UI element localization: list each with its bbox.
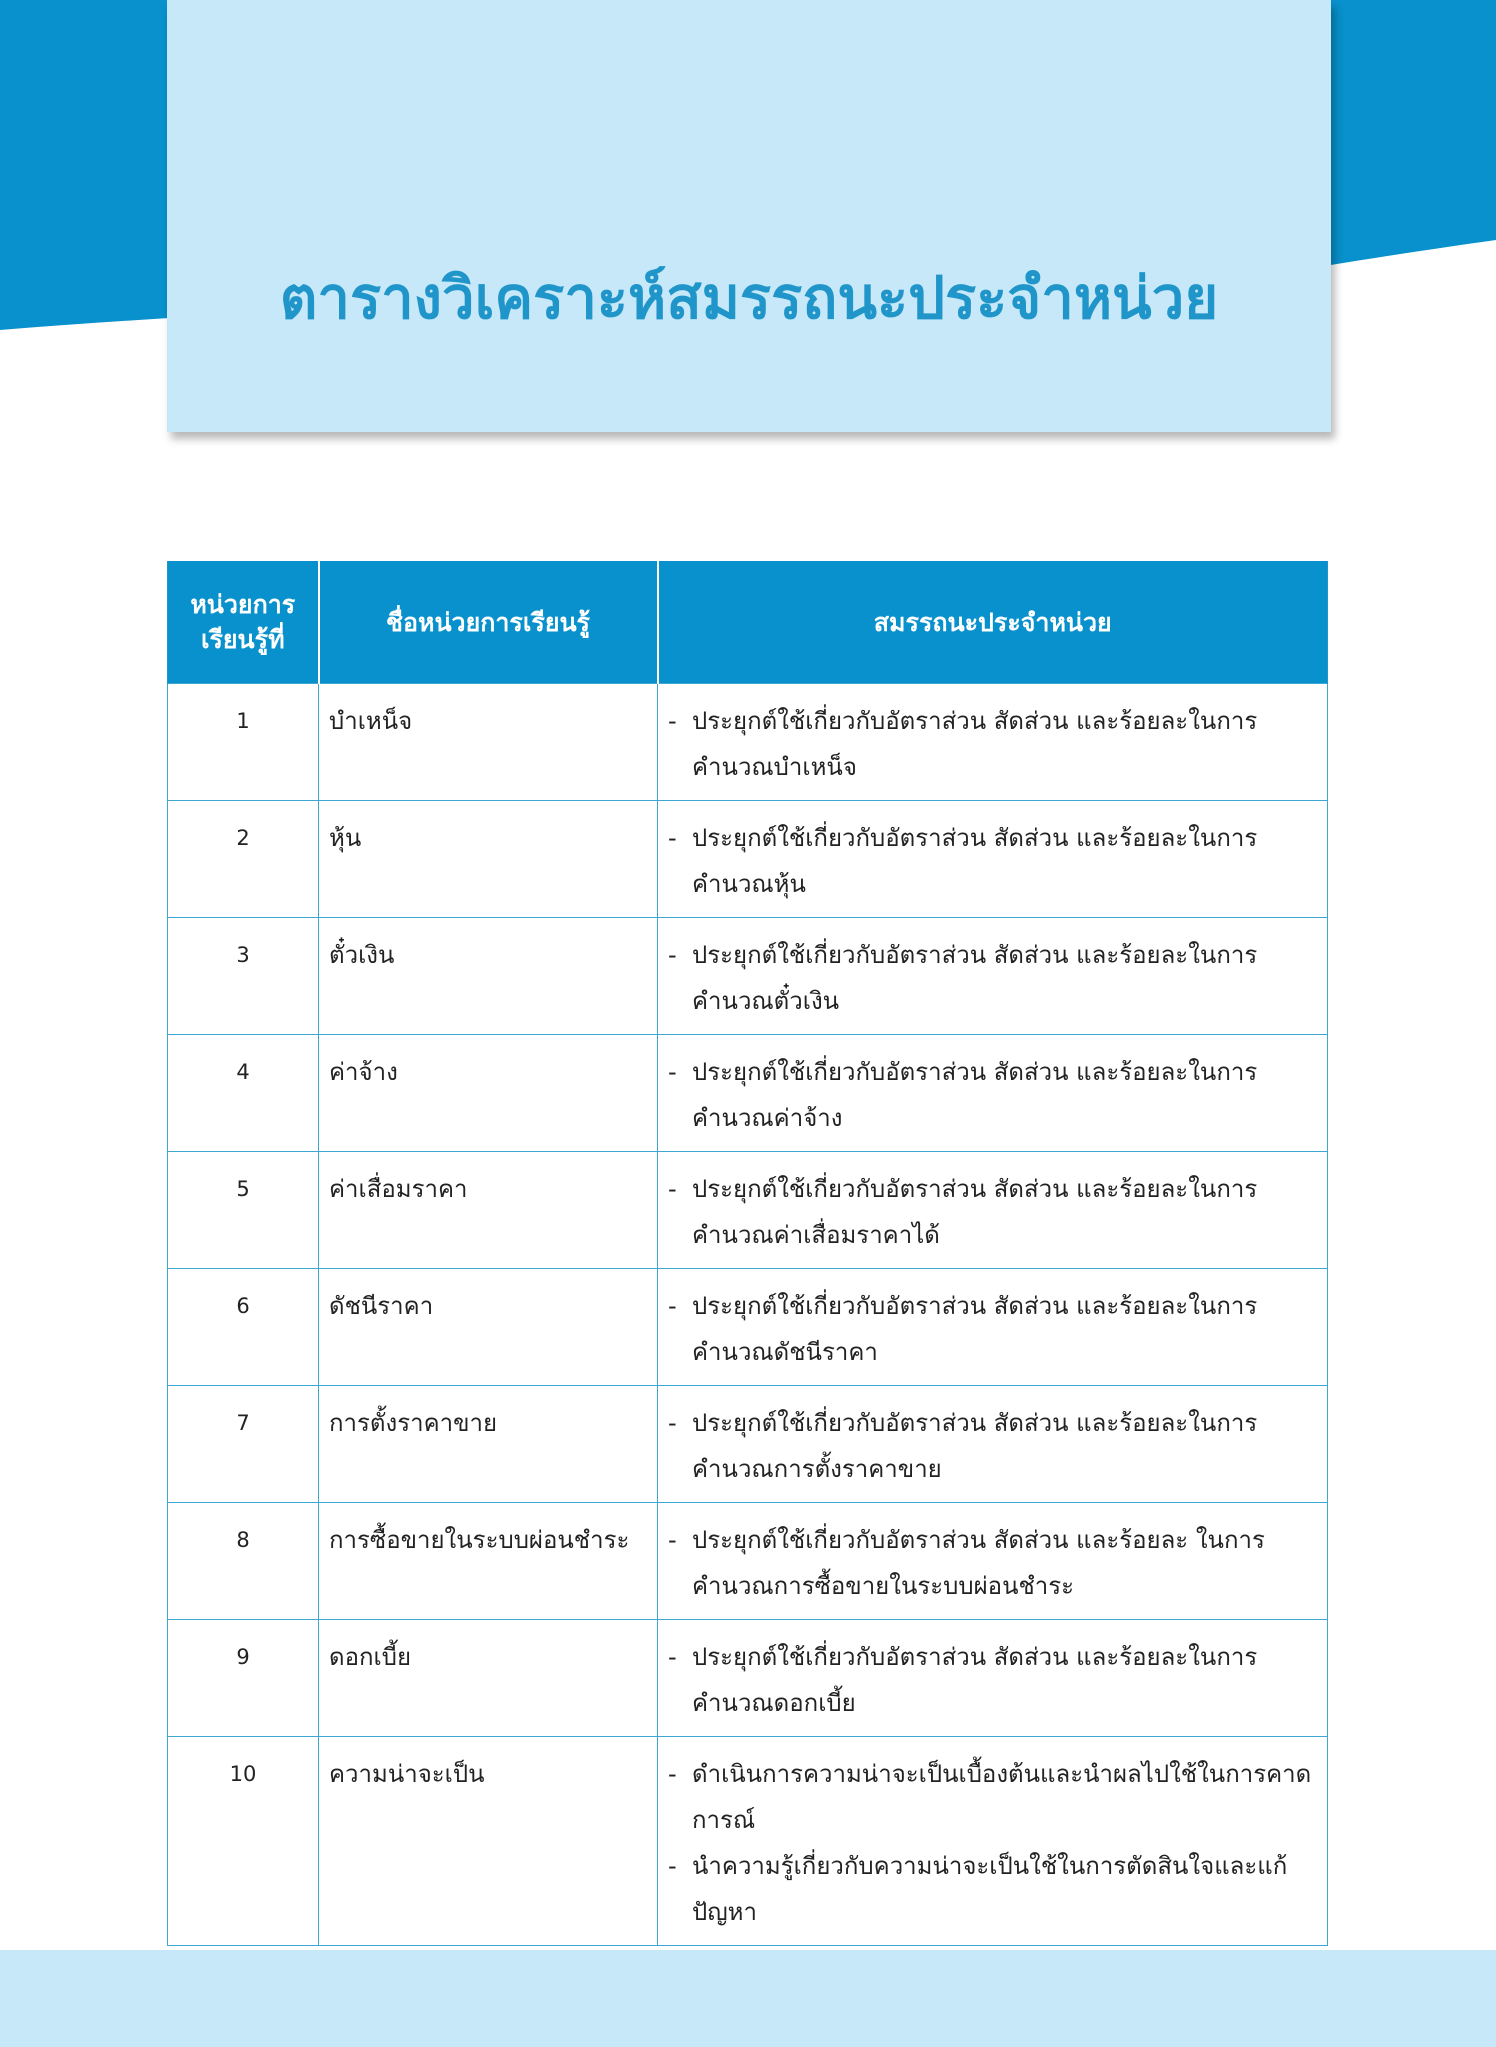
unit-number: 2	[168, 801, 319, 918]
table-row	[168, 1503, 1328, 1620]
table-row	[168, 1152, 1328, 1269]
unit-name: ความน่าจะเป็น	[319, 1737, 658, 1946]
competency-item: - ประยุกต์ใช้เกี่ยวกับอัตราส่วน สัดส่วน และร้อยละในการคำนวณดัชนีราคา	[668, 1283, 1317, 1375]
table-row	[168, 1386, 1328, 1503]
unit-number: 7	[168, 1386, 319, 1503]
unit-competency	[658, 684, 1328, 801]
unit-number: 3	[168, 918, 319, 1035]
unit-name: หุ้น	[319, 801, 658, 918]
unit-number: 9	[168, 1620, 319, 1737]
table-row	[168, 1035, 1328, 1152]
competency-item: - นำความรู้เกี่ยวกับความน่าจะเป็นใช้ในการตัดสินใจและแก้ปัญหา	[668, 1843, 1317, 1935]
competency-item: - ดำเนินการความน่าจะเป็นเบื้องต้นและนำผลไปใช้ในการคาดการณ์	[668, 1751, 1317, 1843]
unit-competency	[658, 801, 1328, 918]
table-row	[168, 684, 1328, 801]
header-unit-name: ชื่อหน่วยการเรียนรู้	[319, 561, 658, 684]
unit-competency	[658, 1035, 1328, 1152]
unit-competency	[658, 1152, 1328, 1269]
competency-item: - ประยุกต์ใช้เกี่ยวกับอัตราส่วน สัดส่วน และร้อยละในการคำนวณตั๋วเงิน	[668, 932, 1317, 1024]
table-row	[168, 801, 1328, 918]
table-row	[168, 1737, 1328, 1946]
unit-number: 8	[168, 1503, 319, 1620]
unit-name: ดัชนีราคา	[319, 1269, 658, 1386]
unit-name: ดอกเบี้ย	[319, 1620, 658, 1737]
competency-analysis-table	[167, 561, 1328, 1946]
header-unit-no: หน่วยการเรียนรู้ที่	[168, 561, 319, 684]
header-competency: สมรรถนะประจำหน่วย	[658, 561, 1328, 684]
unit-number: 5	[168, 1152, 319, 1269]
unit-competency	[658, 1620, 1328, 1737]
unit-number: 4	[168, 1035, 319, 1152]
competency-item: - ประยุกต์ใช้เกี่ยวกับอัตราส่วน สัดส่วน และร้อยละในการคำนวณหุ้น	[668, 815, 1317, 907]
table-row	[168, 1269, 1328, 1386]
unit-name: ค่าจ้าง	[319, 1035, 658, 1152]
unit-name: การซื้อขายในระบบผ่อนชำระ	[319, 1503, 658, 1620]
unit-name: การตั้งราคาขาย	[319, 1386, 658, 1503]
unit-competency	[658, 1269, 1328, 1386]
competency-item: - ประยุกต์ใช้เกี่ยวกับอัตราส่วน สัดส่วน และร้อยละในการคำนวณดอกเบี้ย	[668, 1634, 1317, 1726]
unit-number: 6	[168, 1269, 319, 1386]
title-panel	[167, 0, 1331, 432]
competency-item: - ประยุกต์ใช้เกี่ยวกับอัตราส่วน สัดส่วน และร้อยละในการคำนวณค่าจ้าง	[668, 1049, 1317, 1141]
table-row	[168, 1620, 1328, 1737]
table-row	[168, 918, 1328, 1035]
unit-name: ค่าเสื่อมราคา	[319, 1152, 658, 1269]
unit-name: บำเหน็จ	[319, 684, 658, 801]
competency-item: - ประยุกต์ใช้เกี่ยวกับอัตราส่วน สัดส่วน และร้อยละในการคำนวณค่าเสื่อมราคาได้	[668, 1166, 1317, 1258]
competency-item: - ประยุกต์ใช้เกี่ยวกับอัตราส่วน สัดส่วน และร้อยละในการคำนวณบำเหน็จ	[668, 698, 1317, 790]
unit-number: 10	[168, 1737, 319, 1946]
competency-item: - ประยุกต์ใช้เกี่ยวกับอัตราส่วน สัดส่วน และร้อยละ ในการคำนวณการซื้อขายในระบบผ่อนชำระ	[668, 1517, 1317, 1609]
unit-competency	[658, 1503, 1328, 1620]
table-header-row	[168, 561, 1328, 684]
unit-competency	[658, 1386, 1328, 1503]
unit-name: ตั๋วเงิน	[319, 918, 658, 1035]
competency-item: - ประยุกต์ใช้เกี่ยวกับอัตราส่วน สัดส่วน และร้อยละในการคำนวณการตั้งราคาขาย	[668, 1400, 1317, 1492]
footer-band	[0, 1950, 1496, 2047]
unit-competency	[658, 918, 1328, 1035]
page-title: ตารางวิเคราะห์สมรรถนะประจำหน่วย	[279, 264, 1219, 332]
unit-number: 1	[168, 684, 319, 801]
unit-competency	[658, 1737, 1328, 1946]
